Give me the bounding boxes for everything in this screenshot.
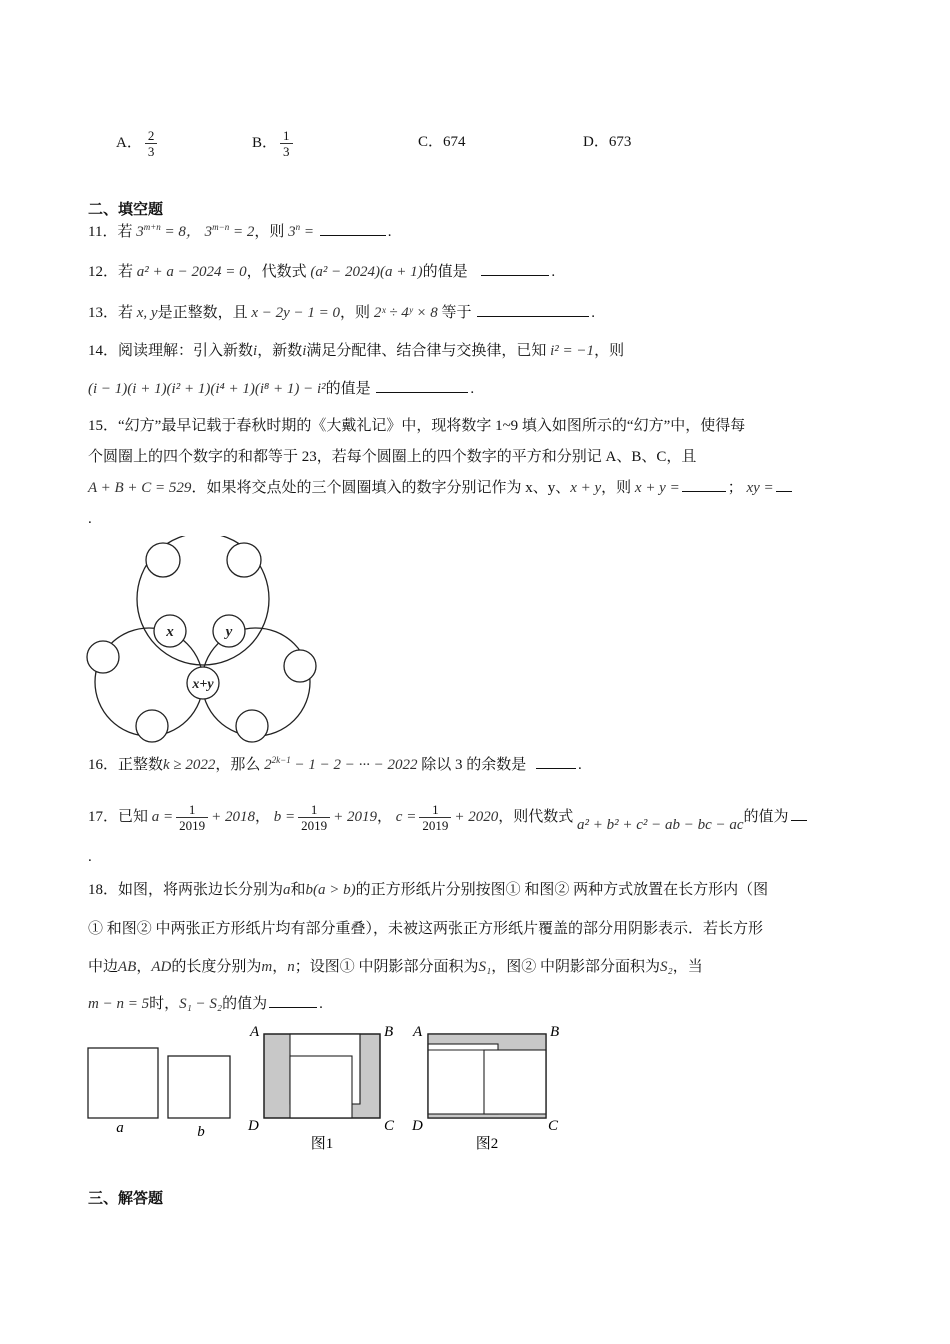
vertex-d-fig2: D xyxy=(412,1118,423,1134)
question-15-line3: A + B + C = 529．如果将交点处的三个圆圈填入的数字分别记作为 x、y、x + y，则 x + y = ； xy = xyxy=(88,477,794,499)
vertex-b-fig2: B xyxy=(550,1024,560,1040)
section-heading: 三、解答题 xyxy=(88,1190,164,1207)
question-17: 17．已知 a = $\frac{1}{2019}$ + 2018， b = $\frac{1}{2019}$ + 2019， c = $\frac{1}{2019}$ + 2020，则代数式 a² + b² + c² − ab − bc − ac的值为 xyxy=(88,800,809,834)
small-circle xyxy=(227,543,261,577)
question-13: 13．若 x, y是正整数，且 x − 2y − 1 = 0，则 2ˣ ÷ 4ʸ × 8 等于 . xyxy=(88,302,595,324)
small-circle xyxy=(87,641,119,673)
squares-figure xyxy=(80,1020,580,1160)
answer-blank[interactable] xyxy=(682,477,726,492)
question-18-line1: 18．如图，将两张边长分别为a和b(a > b)的正方形纸片分别按图① 和图② 两种方式放置在长方形内（图 xyxy=(88,882,769,898)
label-b: b xyxy=(197,1124,205,1140)
question-15-line1: 15．“幻方”最早记载于春秋时期的《大戴礼记》中，现将数字 1~9 填入如图所示的“幻方”中，使得每 xyxy=(88,418,746,434)
answer-blank[interactable] xyxy=(776,477,792,492)
vertex-c-fig2: C xyxy=(548,1118,559,1134)
square-a xyxy=(88,1048,158,1118)
node-y-label: y xyxy=(225,624,233,640)
question-18-line3: 中边AB，AD的长度分别为m，n；设图① 中阴影部分面积为S₁，图② 中阴影部分面积为S₂，当 xyxy=(88,959,703,975)
vertex-a-fig2: A xyxy=(413,1024,423,1040)
vertex-c-fig1: C xyxy=(384,1118,395,1134)
caption-fig1: 图1 xyxy=(310,1136,334,1152)
figure-2 xyxy=(411,1024,559,1152)
option-c: C．674 xyxy=(418,134,466,150)
small-circle xyxy=(284,650,316,682)
fraction: $\frac{1}{3}$ xyxy=(280,128,293,159)
fraction: $\frac{2}{3}$ xyxy=(145,128,158,159)
node-x-label: x xyxy=(166,624,174,640)
vertex-a-fig1: A xyxy=(250,1024,260,1040)
answer-blank[interactable] xyxy=(791,806,807,821)
question-15-line2: 个圆圈上的四个数字的和都等于 23，若每个圆圈上的四个数字的平方和分别记 A、B、C，且 xyxy=(88,449,697,465)
answer-blank[interactable] xyxy=(477,302,589,317)
label-a: a xyxy=(116,1120,124,1136)
small-circle xyxy=(136,710,168,742)
option-b: B． $\frac{1}{3}$ xyxy=(252,128,296,159)
square-b-fig1 xyxy=(290,1056,352,1118)
square-b-fig2 xyxy=(484,1050,546,1114)
question-11: 11．若 $3^{m+n} = 8$， $3^{m-n} = 2$，则 $3^n$ = . xyxy=(88,222,392,240)
question-18-line2: ① 和图② 中两张正方形纸片均有部分重叠），未被这两张正方形纸片覆盖的部分用阴影表示．若长方形 xyxy=(88,921,764,937)
section-heading: 二、填空题 xyxy=(88,201,164,218)
answer-blank[interactable] xyxy=(376,378,468,393)
option-d: D．673 xyxy=(583,134,632,150)
small-circle xyxy=(146,543,180,577)
question-14-line2: (i − 1)(i + 1)(i² + 1)(i⁴ + 1)(i⁸ + 1) − i²的值是 . xyxy=(88,378,474,400)
answer-blank[interactable] xyxy=(536,754,576,769)
question-18-line4: m − n = 5时，S₁ − S₂的值为 . xyxy=(88,993,323,1015)
figure-1 xyxy=(247,1024,395,1152)
node-xy-label: x+y xyxy=(192,677,214,692)
question-14-line1: 14．阅读理解：引入新数i，新数i满足分配律、结合律与交换律，已知 i² = −1，则 xyxy=(88,343,625,359)
vertex-d-fig1: D xyxy=(248,1118,259,1134)
answer-blank[interactable] xyxy=(320,221,386,236)
magic-circle-figure xyxy=(84,536,320,752)
question-12: 12．若 a² + a − 2024 = 0，代数式 (a² − 2024)(a + 1)的值是 . xyxy=(88,261,555,283)
vertex-b-fig1: B xyxy=(384,1024,394,1040)
question-15-end: . xyxy=(88,511,92,527)
caption-fig2: 图2 xyxy=(475,1136,499,1152)
answer-blank[interactable] xyxy=(481,261,549,276)
question-17-end: . xyxy=(88,849,92,865)
answer-blank[interactable] xyxy=(269,993,317,1008)
square-b xyxy=(168,1056,230,1118)
question-16: 16．正整数k ≥ 2022，那么 $2^{2k-1} - 1 - 2$ − ··· − 2022 除以 3 的余数是 . xyxy=(88,755,582,773)
option-a: A． $\frac{2}{3}$ xyxy=(116,128,160,159)
small-circle xyxy=(236,710,268,742)
